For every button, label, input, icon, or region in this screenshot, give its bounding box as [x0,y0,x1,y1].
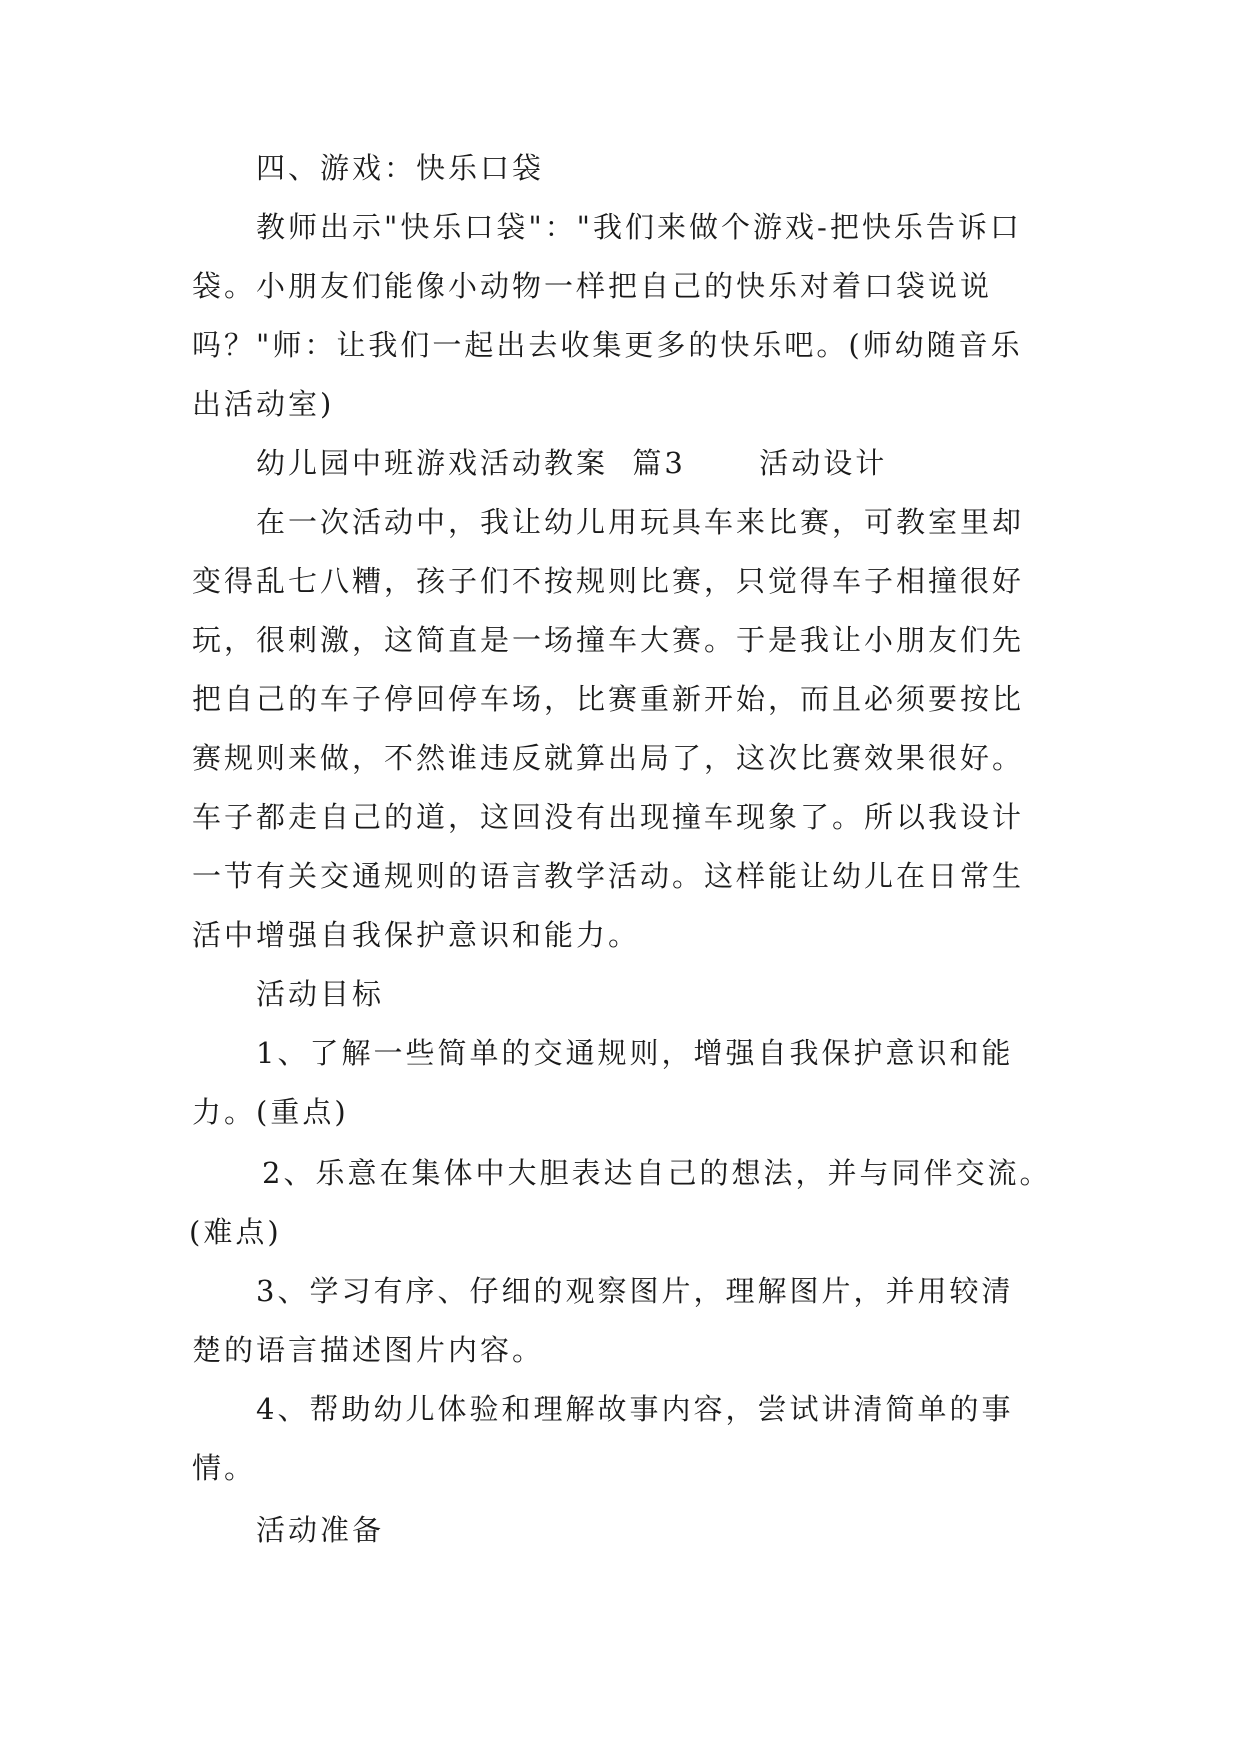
paragraph-line: 玩，很刺激，这简直是一场撞车大赛。于是我让小朋友们先 [192,623,1025,657]
section-heading-preparation: 活动准备 [256,1513,385,1547]
goal-item: 1、了解一些简单的交通规则，增强自我保护意识和能 [256,1036,1014,1070]
paragraph-line: 出活动室) [192,387,335,421]
goal-item-continued: 情。 [192,1451,257,1485]
paragraph-line: 赛规则来做，不然谁违反就算出局了，这次比赛效果很好。 [192,741,1025,775]
goal-item: 4、帮助幼儿体验和理解故事内容，尝试讲清简单的事 [256,1392,1014,1426]
section-heading-goals: 活动目标 [256,977,385,1011]
paragraph-line: 变得乱七八糟，孩子们不按规则比赛，只觉得车子相撞很好 [192,564,1025,598]
paragraph-line: 袋。小朋友们能像小动物一样把自己的快乐对着口袋说说 [192,269,993,303]
goal-item-continued: (难点) [189,1215,282,1249]
paragraph-line: 在一次活动中，我让幼儿用玩具车来比赛，可教室里却 [256,505,1025,539]
goal-item-continued: 力。(重点) [192,1095,349,1129]
lesson-title: 幼儿园中班游戏活动教案 篇3 活动设计 [256,446,888,480]
section-heading-game: 四、游戏：快乐口袋 [256,151,545,185]
goal-item: 3、学习有序、仔细的观察图片，理解图片，并用较清 [256,1274,1014,1308]
paragraph-line: 吗？"师：让我们一起出去收集更多的快乐吧。(师幼随音乐 [192,328,1023,362]
goal-item: 2、乐意在集体中大胆表达自己的想法，并与同伴交流。 [262,1156,1052,1190]
paragraph-line: 一节有关交通规则的语言教学活动。这样能让幼儿在日常生 [192,859,1025,893]
paragraph-line: 教师出示"快乐口袋"："我们来做个游戏-把快乐告诉口 [256,210,1022,244]
paragraph-line: 活中增强自我保护意识和能力。 [192,918,641,952]
paragraph-line: 把自己的车子停回停车场，比赛重新开始，而且必须要按比 [192,682,1025,716]
goal-item-continued: 楚的语言描述图片内容。 [192,1333,545,1367]
paragraph-line: 车子都走自己的道，这回没有出现撞车现象了。所以我设计 [192,800,1025,834]
